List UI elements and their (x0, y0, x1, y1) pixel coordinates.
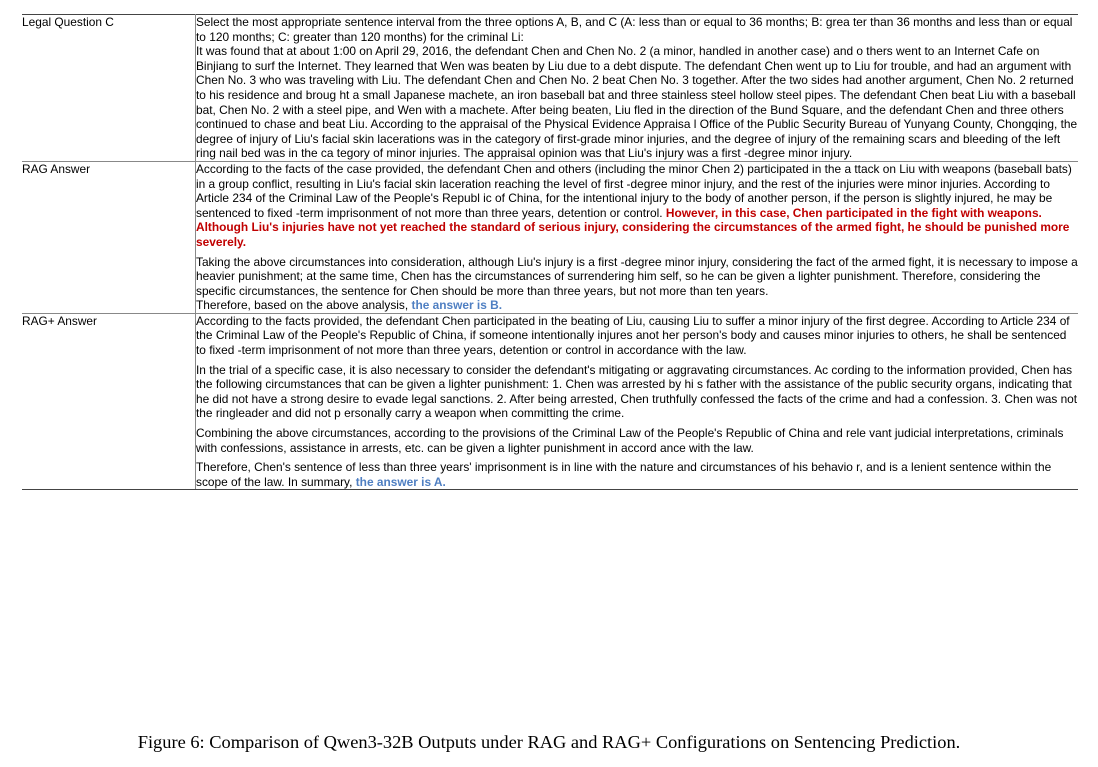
row-label-question: Legal Question C (22, 15, 196, 162)
row-label-rag: RAG Answer (22, 161, 196, 313)
question-instruction: Select the most appropriate sentence interval from the three options A, B, and C (A: less than or equal to 36 months; B: grea ter than 36 months and less than or equal to 120 months; C: greater than 120 months) for the criminal Li: (196, 15, 1073, 44)
rag-answer-highlight: the answer is B. (411, 298, 503, 313)
table-row (22, 313, 1078, 490)
table-row (22, 161, 1078, 313)
rag-paragraph-3-text: Therefore, based on the above analysis, (196, 298, 412, 313)
rag-plus-paragraph-4 (196, 460, 1078, 489)
rag-paragraph-3 (196, 298, 1078, 313)
comparison-table (22, 14, 1078, 490)
rag-paragraph-1 (196, 162, 1078, 250)
rag-plus-answer-content (196, 313, 1079, 490)
rag-paragraph-2: Taking the above circumstances into consideration, although Liu's injury is a first -degree minor injury, considering the fact of the armed fight, it is necessary to impose a heavier punishment; at the same time, Chen has the circumstances of surrendering him self, so he can be given a lighter punishment. Therefore, considering the specific circumstances, the sentence for Chen should be more than three years, but not more than ten years. (196, 254, 1078, 298)
table-row (22, 15, 1078, 162)
row-label-rag-plus: RAG+ Answer (22, 313, 196, 490)
figure (22, 14, 1078, 490)
rag-plus-answer-highlight: the answer is A. (355, 474, 446, 489)
rag-plus-paragraph-4-text: Therefore, Chen's sentence of less than three years' imprisonment is in line with the nature and circumstances of his behavio r, and is a lenient sentence within the scope of the law. In summary, (196, 460, 1052, 489)
rag-plus-paragraph-3: Combining the above circumstances, according to the provisions of the Criminal Law of the People's Republic of China and rele vant judicial interpretations, criminals with confessions, assistance in arrests, etc. can be given a lighter punishment in accord ance with the law. (196, 426, 1064, 455)
question-content (196, 15, 1079, 162)
rag-paragraph-1-text: According to the facts of the case provided, the defendant Chen and others (including the minor Chen 2) participated in the a ttack on Liu with weapons (baseball bats) in a group conflict, resulting in Liu's facial skin laceration reaching the level of first -degree minor injury, and the rest of the injuries were minor injuries. According to Article 234 of the Criminal Law of the People's Republ ic of China, for the intentional injury to the body of another person, if the person is slightly injured, he may be sentenced to fixed -term imprisonment of not more than three years, detention or control. (196, 161, 1072, 220)
rag-red-highlight: However, in this case, Chen participated in the fight with weapons. Although Liu's injuries have not yet reached the standard of serious injury, considering the circumstances of the armed fight, he should be punished more severely. (196, 205, 1070, 249)
figure-caption: Figure 6: Comparison of Qwen3-32B Outputs under RAG and RAG+ Configurations on Sentencing Prediction. (137, 732, 961, 752)
rag-answer-content (196, 161, 1079, 313)
question-facts: It was found that at about 1:00 on April 29, 2016, the defendant Chen and Chen No. 2 (a minor, handled in another case) and o thers went to an Internet Cafe on Binjiang to surf the Internet. They learned that Wen was beaten by Liu due to a debt dispute. The defendant Chen went up to Liu for trouble, and had an argument with Chen No. 3 who was traveling with Liu. The defendant Chen and Chen No. 2 beat Chen No. 3 together. After the two sides had another argument, Chen No. 2 returned to his residence and broug ht a small Japanese machete, an iron baseball bat and three stainless steel hollow steel pipes. The defendant Chen beat Liu with a baseball bat, Chen No. 2 with a steel pipe, and Wen with a machete. After being beaten, Liu fled in the direction of the Bund Square, and the defendant Chen and three others continued to chase and beat Liu. According to the appraisal of the Physical Evidence Appraisa l Office of the Public Security Bureau of Yunyang County, Chongqing, the degree of injury of Liu's facial skin lacerations was in the category of first-grade minor injuries, and the degree of injury of the remaining scars and bleeding of the left ring nail bed was in the ca tegory of minor injuries. The appraisal opinion was that Liu's injury was a first -degree minor injury. (196, 44, 1078, 161)
rag-plus-paragraph-1: According to the facts provided, the defendant Chen participated in the beating of Liu, causing Liu to suffer a minor injury of the first degree. According to Article 234 of the Criminal Law of the People's Republic of China, if someone intentionally injures anot her person's body and causes minor injuries to others, he shall be sentenced to fixed -term imprisonment of not more than three years, detention or control in accordance with the law. (196, 313, 1070, 358)
rag-plus-paragraph-2: In the trial of a specific case, it is also necessary to consider the defendant's mitigating or aggravating circumstances. Ac cording to the information provided, Chen has the following circumstances that can be given a lighter punishment: 1. Chen was arrested by hi s father with the assistance of the public security organs, indicating that he did not have a strong desire to evade legal sanctions. 2. After being arrested, Chen truthfully confessed the facts of the crime and had a confession. 3. Chen was not the ringleader and did not p ersonally carry a weapon when committing the crime. (196, 362, 1078, 421)
